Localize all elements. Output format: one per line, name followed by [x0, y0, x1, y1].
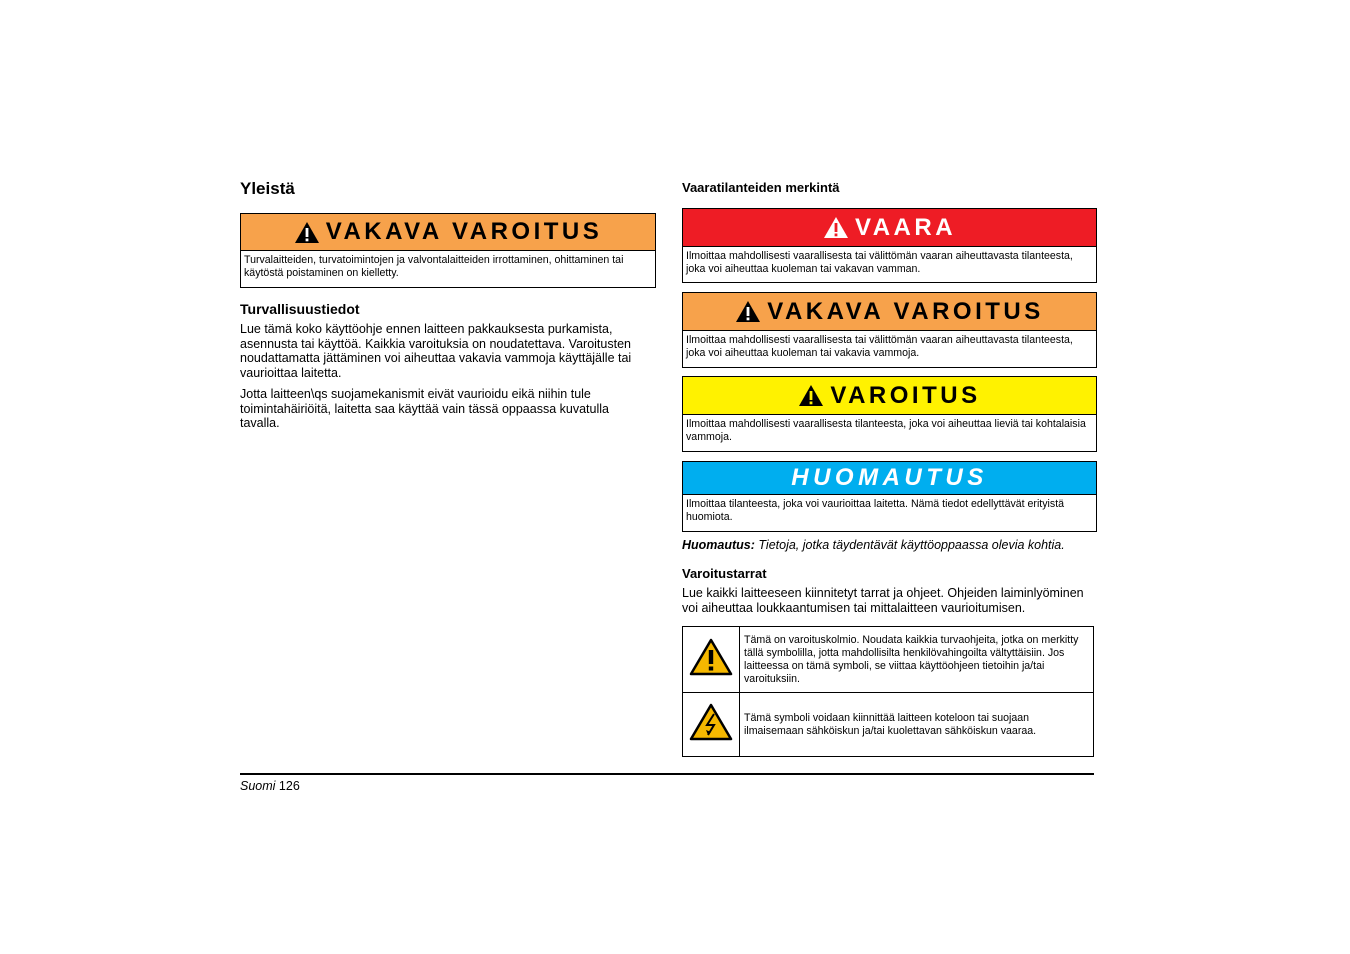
serious-warning-text: Turvalaitteiden, turvatoimintojen ja valvontalaitteiden irrottaminen, ohittaminen tai käytöstä poistaminen on kielletty.: [244, 254, 624, 279]
symbol-row: [683, 693, 1094, 757]
notice-text: Ilmoittaa tilanteesta, joka voi vaurioittaa laitetta. Nämä tiedot edellyttävät erityistä huomiota.: [686, 498, 1065, 523]
danger-box: [682, 208, 1097, 283]
warning-triangle-icon: [683, 627, 740, 693]
warning-triangle-icon: [735, 300, 761, 323]
electric-shock-icon: [683, 693, 740, 757]
caution-box: [682, 376, 1097, 452]
page-number: 126: [278, 779, 300, 793]
section-title-hazard-marking: Vaaratilanteiden merkintä: [682, 180, 840, 195]
serious-warning-title: VAKAVA VAROITUS: [325, 218, 603, 245]
symbol-row: [683, 627, 1094, 693]
notice-band: [683, 462, 1096, 495]
safety-paragraph-2: Jotta laitteen\qs suojamekanismit eivät vaurioidu eikä niihin tule toimintahäiriöitä, laitetta saa käyttää vain tässä oppaassa kuvatulla tavalla.: [240, 387, 609, 430]
warning-triangle-icon: [823, 216, 849, 239]
section-title-safety: Turvallisuustiedot: [240, 301, 360, 317]
safety-paragraph-1: Lue tämä koko käyttöohje ennen laitteen pakkauksesta purkamista, asennusta tai käyttöä. Kaikkia varoituksia on noudatettava. Varoitusten noudattamatta jättäminen voi aiheuttaa vakavia vammoja käyttäjälle tai vaurioittaa laitetta.: [240, 322, 632, 380]
symbol-text: Tämä on varoituskolmio. Noudata kaikkia turvaohjeita, jotka on merkitty tällä symbolilla, jotta mahdollisilta henkilövahingoilta vältyttäisiin. Jos laitteessa on tämä symboli, se viittaa käyttöohjeen tietoihin ja/tai varoituksiin.: [740, 627, 1094, 693]
warning-triangle-icon: [798, 384, 824, 407]
caution-text: Ilmoittaa mahdollisesti vaarallisesta tilanteesta, joka voi aiheuttaa lieviä tai kohtalaisia vammoja.: [686, 418, 1086, 443]
symbol-text: Tämä symboli voidaan kiinnittää laitteen koteloon tai suojaan ilmaisemaan sähköiskun ja/tai kuolettavan sähköiskun vaaraa.: [740, 693, 1094, 757]
note-line: [682, 538, 1097, 553]
labels-paragraph: Lue kaikki laitteeseen kiinnitetyt tarrat ja ohjeet. Ohjeiden laiminlyöminen voi aiheuttaa loukkaantumisen tai mittalaitteen vaurioitumisen.: [682, 586, 1084, 615]
caution-title: VAROITUS: [830, 381, 981, 409]
warning-serious-box: [682, 292, 1097, 368]
danger-text: Ilmoittaa mahdollisesti vaarallisesta tai välittömän vaaran aiheuttavasta tilanteesta, joka voi aiheuttaa kuoleman tai vakavan vamman.: [686, 250, 1073, 275]
notice-title: HUOMAUTUS: [791, 464, 988, 491]
note-text: Tietoja, jotka täydentävät käyttöoppaassa olevia kohtia.: [754, 538, 1065, 552]
warning-serious-band: [683, 293, 1096, 331]
serious-warning-band: [241, 214, 655, 251]
warning-serious-title: VAKAVA VAROITUS: [767, 297, 1044, 325]
caution-band: [683, 377, 1096, 415]
danger-title: VAARA: [854, 213, 957, 241]
symbols-table: [682, 626, 1094, 757]
warning-triangle-icon: [294, 221, 320, 244]
warning-serious-text: Ilmoittaa mahdollisesti vaarallisesta tai välittömän vaaran aiheuttavasta tilanteesta, joka voi aiheuttaa kuoleman tai vakavia vammoja.: [686, 334, 1073, 359]
section-title-general: Yleistä: [240, 179, 295, 198]
note-label: Huomautus:: [682, 538, 755, 552]
notice-box: [682, 461, 1097, 532]
serious-warning-box: [240, 213, 656, 288]
section-title-labels: Varoitustarrat: [682, 566, 767, 581]
footer-rule: [240, 773, 1094, 775]
danger-band: [683, 209, 1096, 247]
page-footer: [240, 779, 300, 794]
footer-language: Suomi: [240, 779, 276, 793]
